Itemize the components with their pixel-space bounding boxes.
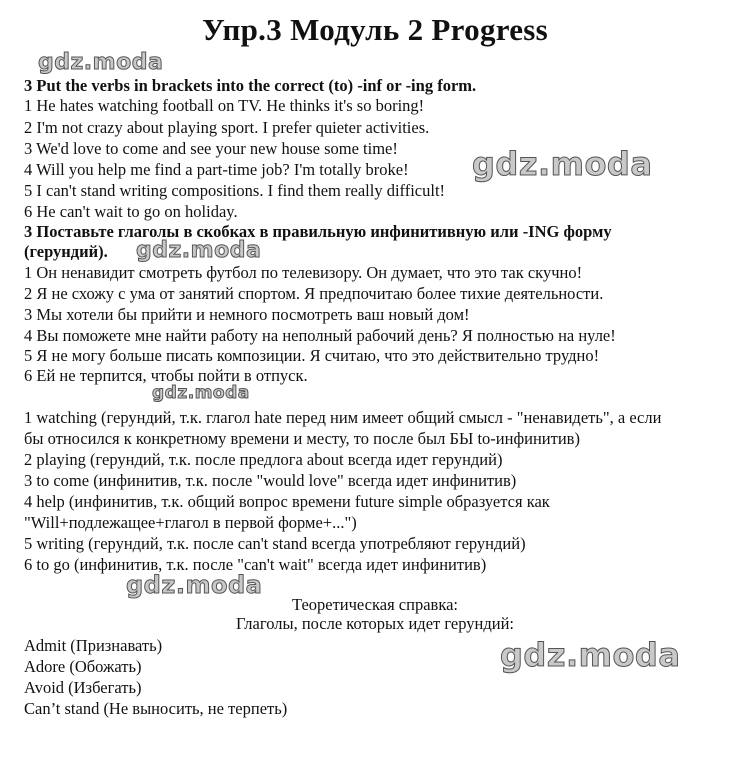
task-en-line: 1 He hates watching football on TV. He thinks it's so boring! [24,96,425,115]
task-en-line: 2 I'm not crazy about playing sport. I prefer quieter activities. [24,118,430,137]
reference-item: Avoid (Избегать) [24,678,142,697]
task-en-line: 6 He can't wait to go on holiday. [24,202,238,221]
task-ru-heading: (герундий). [24,242,108,261]
watermark-logo: gdz.moda [472,145,653,183]
explanation-line: 5 writing (герундий, т.к. после can't stand всегда употребляют герундий) [24,534,526,553]
task-en-line: 4 Will you help me find a part-time job? I'm totally broke! [24,160,409,179]
task-en-line: 5 I can't stand writing compositions. I find them really difficult! [24,181,446,200]
reference-heading: Теоретическая справка: [292,595,458,614]
watermark-logo: gdz.moda [38,50,164,75]
task-ru-line: 5 Я не могу больше писать композиции. Я считаю, что это действительно трудно! [24,346,600,365]
watermark-logo: gdz.moda [126,571,263,599]
task-ru-line: 6 Ей не терпится, чтобы пойти в отпуск. [24,366,308,385]
watermark-logo: gdz.moda [152,383,250,403]
reference-item: Can’t stand (Не выносить, не терпеть) [24,699,288,718]
task-ru-line: 3 Мы хотели бы прийти и немного посмотреть ваш новый дом! [24,305,470,324]
explanation-line: 2 playing (герундий, т.к. после предлога about всегда идет герундий) [24,450,503,469]
explanation-line: бы относился к конкретному времени и месту, то после был БЫ to-инфинитив) [24,429,580,448]
task-ru-heading: 3 Поставьте глаголы в скобках в правильную инфинитивную или -ING форму [24,222,612,241]
explanation-line: 4 help (инфинитив, т.к. общий вопрос времени future simple образуется как [24,492,550,511]
watermark-logo: gdz.moda [136,238,262,263]
explanation-line: 3 to come (инфинитив, т.к. после "would love" всегда идет инфинитив) [24,471,517,490]
explanation-line: 1 watching (герундий, т.к. глагол hate перед ним имеет общий смысл - "ненавидеть", а если [24,408,662,427]
task-en-line: 3 We'd love to come and see your new house some time! [24,139,398,158]
task-ru-line: 2 Я не схожу с ума от занятий спортом. Я предпочитаю более тихие деятельности. [24,284,604,303]
page-title: Упр.3 Модуль 2 Progress [201,12,549,47]
reference-subheading: Глаголы, после которых идет герундий: [236,614,514,633]
task-ru-line: 1 Он ненавидит смотреть футбол по телевизору. Он думает, что это так скучно! [24,263,583,282]
reference-item: Admit (Признавать) [24,636,163,655]
task-en-heading: 3 Put the verbs in brackets into the correct (to) -inf or -ing form. [24,76,477,95]
explanation-line: 6 to go (инфинитив, т.к. после "can't wait" всегда идет инфинитив) [24,555,487,574]
watermark-logo: gdz.moda [500,636,681,674]
reference-item: Adore (Обожать) [24,657,142,676]
explanation-line: "Will+подлежащее+глагол в первой форме+...") [24,513,357,532]
task-ru-line: 4 Вы поможете мне найти работу на неполный рабочий день? Я полностью на нуле! [24,326,616,345]
